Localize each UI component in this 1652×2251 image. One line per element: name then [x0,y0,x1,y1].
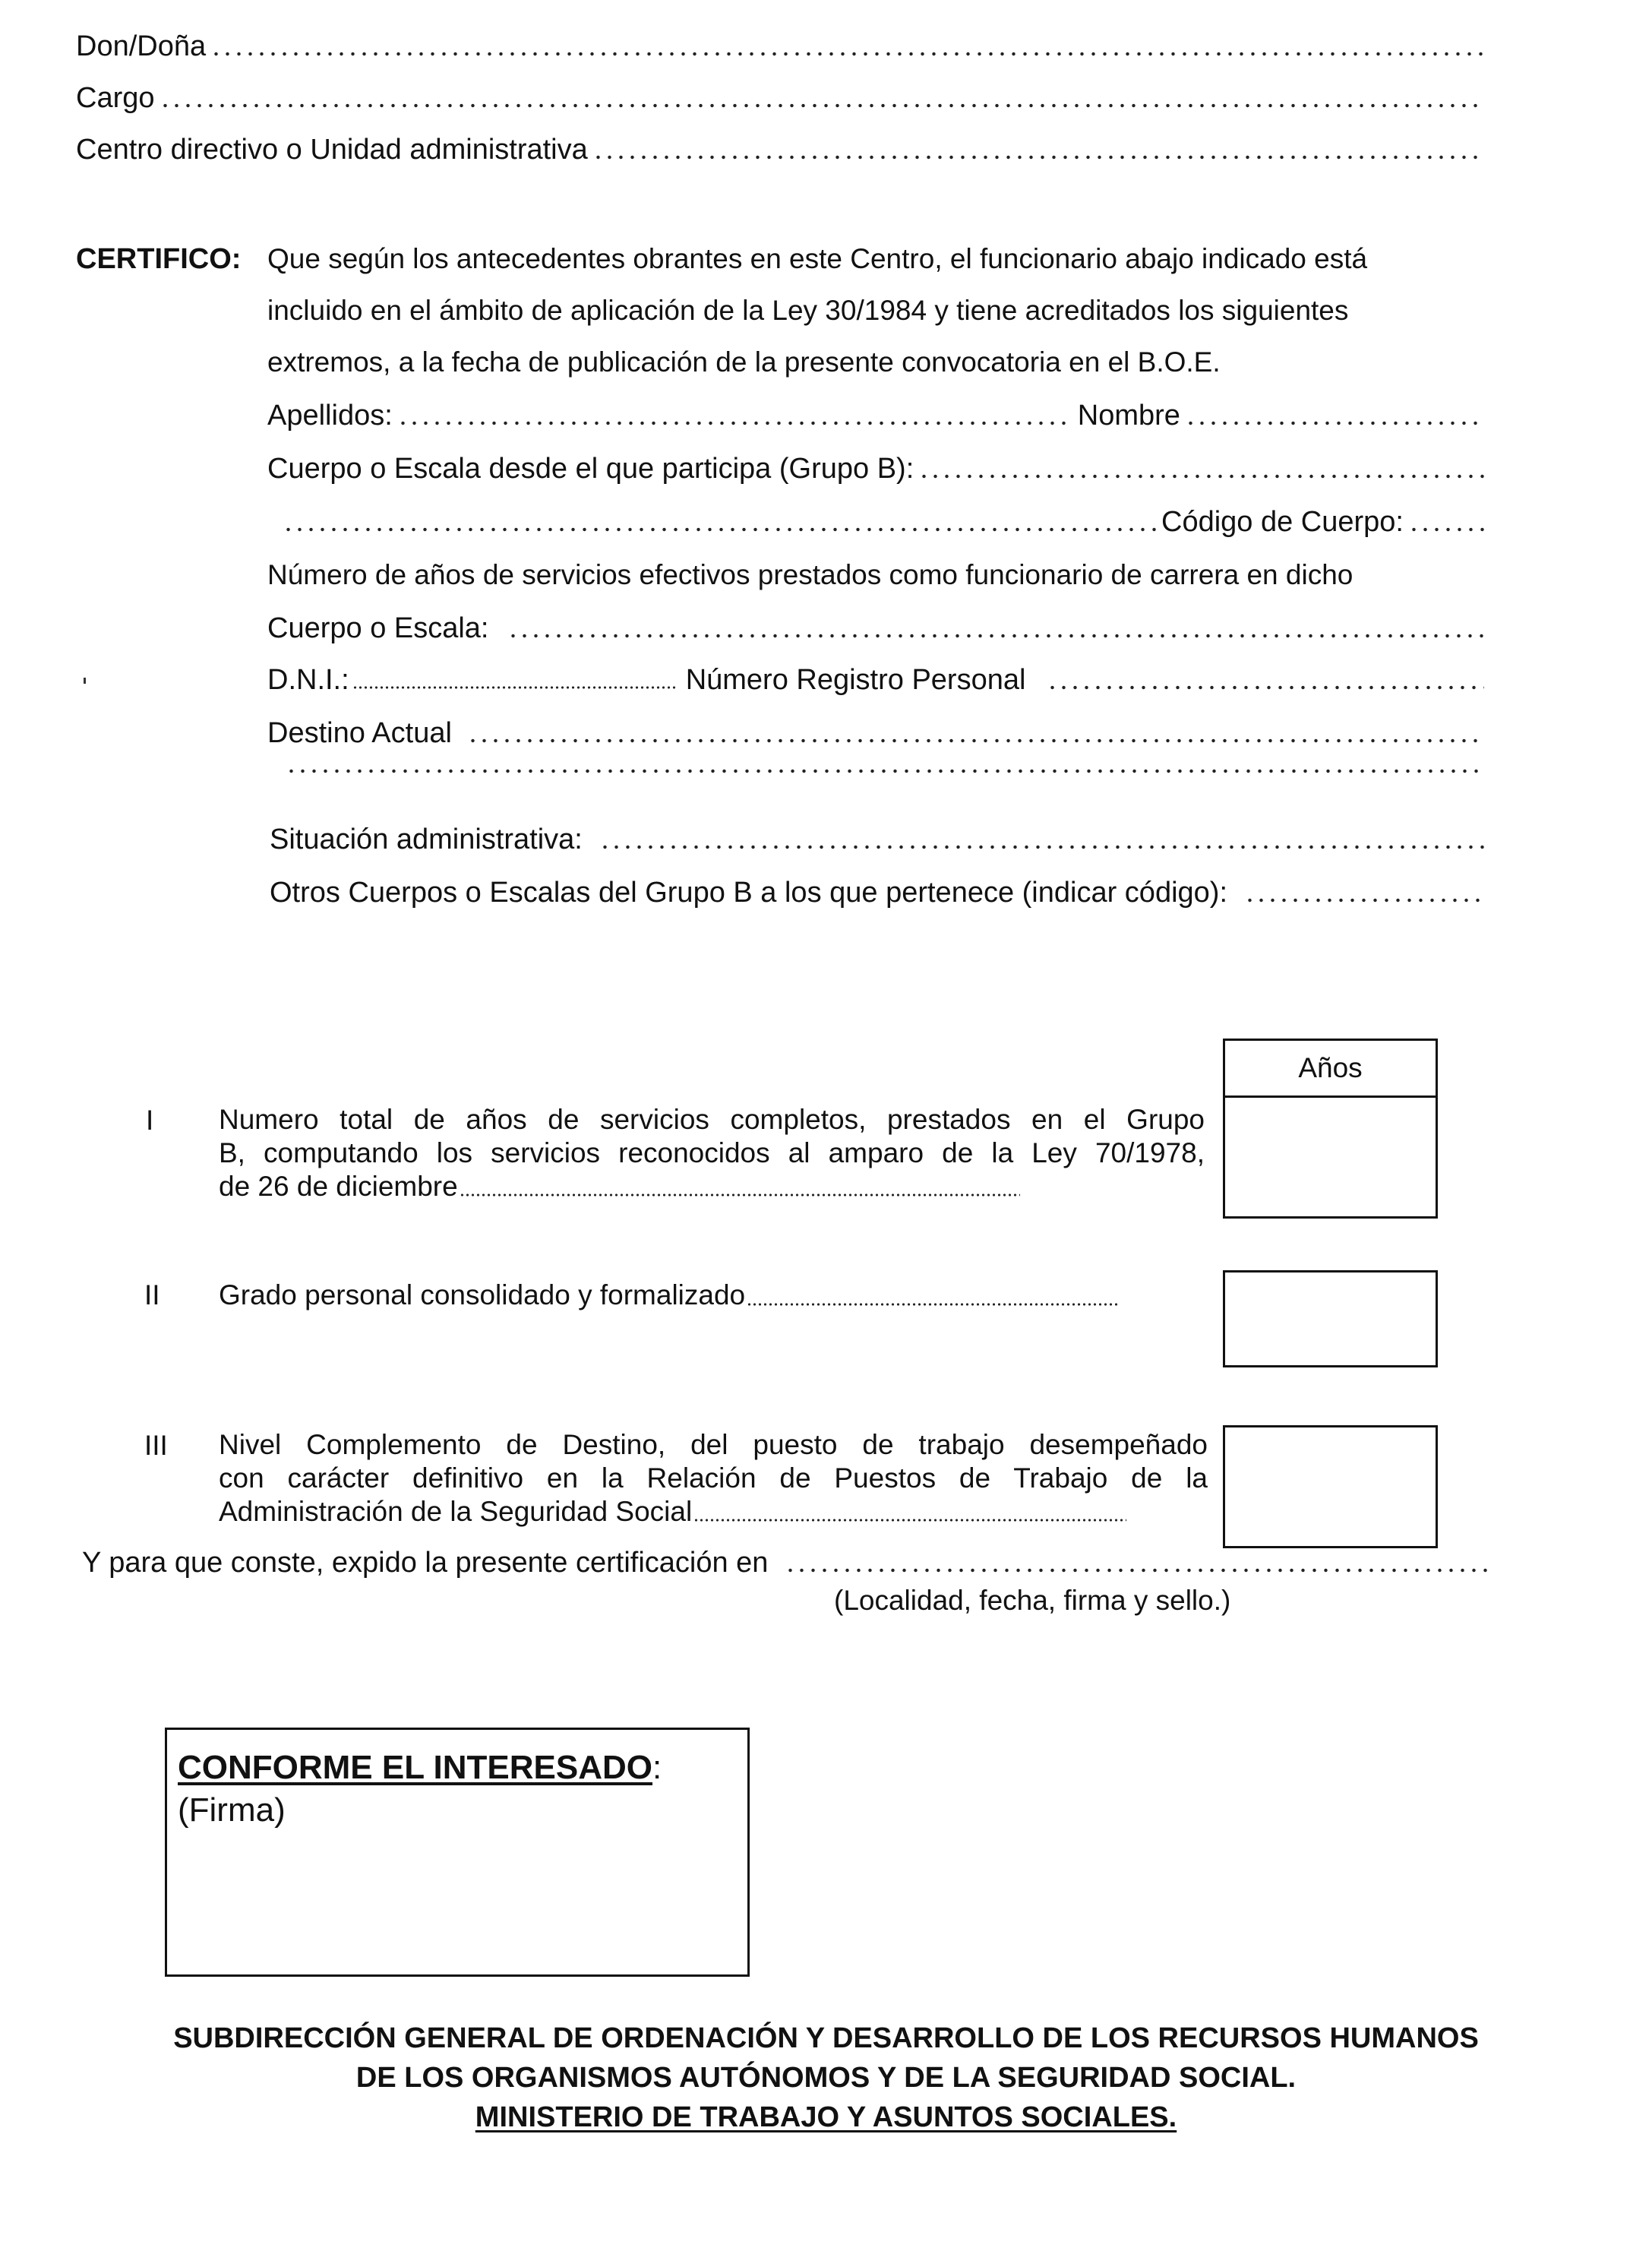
merit-ii-numeral: II [144,1279,160,1310]
field-situacion-administrativa [270,822,1489,857]
destino-continuation-fill[interactable] [286,769,1484,773]
nombre-label: Nombre [1077,400,1180,432]
conforme-subtitle: (Firma) [178,1791,286,1829]
field-centro-directivo[interactable] [76,132,1489,167]
merit-ii-line-1 [219,1278,1191,1313]
anios-cuerpo-label: Cuerpo o Escala: [267,612,489,644]
merit-i-line-3 [219,1170,1205,1203]
field-apellidos-nombre [267,398,1489,433]
nrp-label: Número Registro Personal [685,664,1026,696]
cargo-dotted-fill[interactable] [160,103,1485,108]
certifico-text-2: incluido en el ámbito de aplicación de la Ley 30/1984 y tiene acreditados los siguientes [267,295,1349,326]
don-dona-dotted-fill[interactable] [210,52,1484,56]
anios-header-cell [1223,1039,1438,1095]
certifico-line-3 [267,345,1221,380]
anios-cuerpo-dotted-fill[interactable] [507,634,1485,638]
field-dni-nrp [267,662,1489,697]
centro-label: Centro directivo o Unidad administrativa [76,134,588,166]
field-otros-cuerpos [270,875,1489,910]
field-don-dona[interactable] [76,29,1489,64]
merit-i-line-3-text: de 26 de diciembre [219,1171,458,1202]
footer-organismos: DE LOS ORGANISMOS AUTÓNOMOS Y DE LA SEGURIDAD SOCIAL. [355,2062,1297,2094]
dni-label: D.N.I.: [267,664,349,696]
field-cuerpo-escala [267,451,1489,486]
footer-ministerio: MINISTERIO DE TRABAJO Y ASUNTOS SOCIALES. [475,2101,1177,2133]
merit-iii-numeral: III [144,1430,168,1461]
anios-servicio-intro [267,558,1353,593]
merit-ii-dotted-fill [747,1302,1119,1307]
otros-cuerpos-dotted-fill[interactable] [1244,898,1484,903]
merit-iii-dotted-fill [693,1518,1126,1522]
certifico-text-3: extremos, a la fecha de publicación de la presente convocatoria en el B.O.E. [267,346,1221,378]
merit-iii-line-1: Nivel Complemento de Destino, del puesto de trabajo desempeñado [219,1429,1208,1460]
merit-iii-line-3 [219,1495,1208,1529]
merit-iii-line-2: con carácter definitivo en la Relación de Puestos de Trabajo de la [219,1462,1208,1494]
certifico-line-2 [267,293,1348,328]
nrp-dotted-fill[interactable] [1047,685,1484,690]
conforme-title-colon: : [652,1749,662,1786]
merit-iii-value-box[interactable] [1223,1425,1438,1548]
conforme-signature-box[interactable] [165,1728,750,1977]
certifico-line-1 [76,242,1489,277]
field-anios-cuerpo-escala [267,611,1489,646]
footer-subdireccion: SUBDIRECCIÓN GENERAL DE ORDENACIÓN Y DESARROLLO DE LOS RECURSOS HUMANOS [173,2022,1479,2054]
anios-header-label: Años [1298,1052,1363,1083]
merit-i-line-2: B, computando los servicios reconocidos al amparo de la Ley 70/1978, [219,1137,1205,1168]
margin-mark [84,678,86,684]
merit-i-numeral: I [146,1105,154,1136]
codigo-cuerpo-label: Código de Cuerpo: [1161,506,1404,538]
nombre-dotted-fill[interactable] [1185,421,1484,425]
dni-dotted-fill[interactable] [352,685,675,690]
closing-caption: (Localidad, fecha, firma y sello.) [834,1585,1231,1616]
closing-line [82,1545,1496,1580]
codigo-cuerpo-dotted-fill[interactable] [1408,527,1484,532]
conforme-title-text: CONFORME EL INTERESADO [178,1749,653,1786]
merit-iii-value-input[interactable] [1225,1427,1436,1546]
field-codigo-cuerpo [283,504,1489,539]
merit-i-text [219,1103,1205,1203]
otros-cuerpos-label: Otros Cuerpos o Escalas del Grupo B a los que pertenece (indicar código): [270,877,1227,909]
merit-ii-value-box[interactable] [1223,1270,1438,1367]
don-dona-label: Don/Doña [76,30,207,62]
certifico-keyword: CERTIFICO: [76,243,242,275]
destino-dotted-fill[interactable] [467,738,1484,743]
situacion-dotted-fill[interactable] [599,845,1484,849]
merit-i-line-1: Numero total de años de servicios completos, prestados en el Grupo [219,1104,1205,1135]
closing-text: Y para que conste, expido la presente certificación en [82,1547,769,1579]
merit-i-value-input[interactable] [1225,1098,1436,1216]
anios-servicio-text: Número de años de servicios efectivos prestados como funcionario de carrera en dicho [267,559,1354,590]
merit-i-value-box[interactable] [1223,1095,1438,1219]
merit-ii-value-input[interactable] [1225,1273,1436,1365]
field-cargo[interactable] [76,81,1489,115]
conforme-title [178,1748,662,1788]
apellidos-label: Apellidos: [267,400,393,432]
centro-dotted-fill[interactable] [592,155,1484,160]
cargo-label: Cargo [76,82,155,114]
merit-i-dotted-fill [460,1193,1020,1197]
merit-iii-line-3-text: Administración de la Seguridad Social [219,1496,693,1527]
cuerpo-escala-continuation-fill[interactable] [283,527,1157,532]
certifico-text-1: Que según los antecedentes obrantes en este Centro, el funcionario abajo indicado está [267,243,1368,274]
merit-ii-line-1-text: Grado personal consolidado y formalizado [219,1279,746,1310]
destino-label: Destino Actual [267,717,452,749]
cuerpo-escala-label: Cuerpo o Escala desde el que participa (Grupo B): [267,453,914,485]
apellidos-dotted-fill[interactable] [397,421,1073,425]
field-destino-actual [267,716,1489,751]
merit-iii-text [219,1428,1208,1529]
situacion-label: Situación administrativa: [270,824,583,855]
merit-ii-text [219,1278,1191,1313]
closing-dotted-fill[interactable] [785,1568,1492,1573]
field-destino-continuation [286,769,1489,781]
cuerpo-escala-dotted-fill[interactable] [918,474,1484,479]
